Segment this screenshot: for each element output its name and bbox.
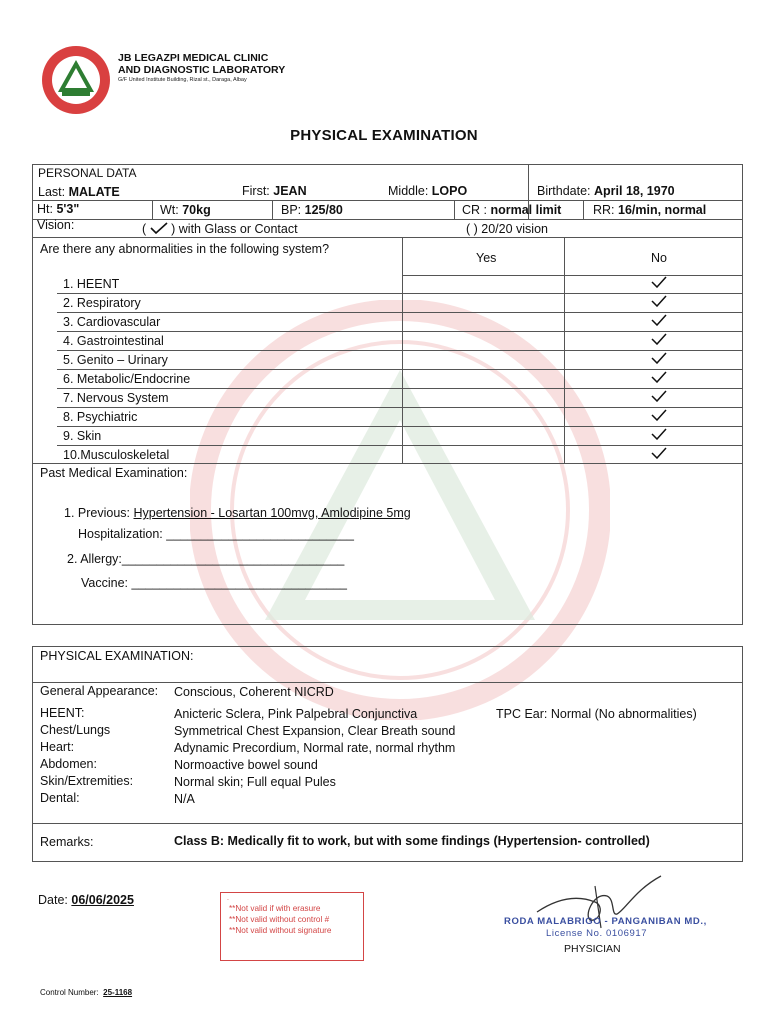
exam-row-value: Anicteric Sclera, Pink Palpebral Conjunctiva [174, 707, 418, 721]
exam-row-label: Skin/Extremities: [40, 774, 134, 788]
vaccine: Vaccine: _______________________________ [81, 576, 347, 590]
vision-option-2020: ( ) 20/20 vision [466, 222, 548, 236]
system-item: 8. Psychiatric [63, 410, 138, 424]
height: Ht: 5'3" [37, 202, 80, 216]
system-item: 10.Musculoskeletal [63, 448, 170, 462]
exam-row-label: HEENT: [40, 706, 85, 720]
physician-license: License No. 0106917 [546, 928, 648, 939]
vision-option-glasses: ( ) with Glass or Contact [142, 222, 298, 236]
capillary-refill: CR : normal limit [462, 203, 562, 217]
system-item: 6. Metabolic/Endocrine [63, 372, 191, 386]
checkmark-icon [651, 447, 667, 459]
checkmark-icon [150, 222, 168, 234]
physician-name: RODA MALABRIGO - PANGANIBAN MD., [504, 916, 707, 927]
system-item: 4. Gastrointestinal [63, 334, 164, 348]
blood-pressure: BP: 125/80 [281, 203, 343, 217]
checkmark-icon [651, 428, 667, 440]
checkmark-icon [651, 333, 667, 345]
exam-row-value: Normal skin; Full equal Pules [174, 775, 336, 789]
clinic-logo [40, 44, 112, 116]
general-appearance-label: General Appearance: [40, 684, 159, 698]
system-item: 3. Cardiovascular [63, 315, 161, 329]
system-item: 5. Genito – Urinary [63, 353, 168, 367]
exam-row-label: Chest/Lungs [40, 723, 111, 737]
clinic-name: JB LEGAZPI MEDICAL CLINIC AND DIAGNOSTIC LABORATORY [118, 52, 286, 76]
allergy: 2. Allergy:________________________________ [67, 552, 345, 566]
tpc-ear: TPC Ear: Normal (No abnormalities) [496, 707, 697, 721]
validity-stamp: . **Not valid if with erasure **Not valid without control # **Not valid without signature [220, 892, 364, 961]
checkmark-icon [651, 390, 667, 402]
last-name: Last: MALATE [38, 185, 120, 199]
checkmark-icon [651, 314, 667, 326]
physical-exam-label: PHYSICAL EXAMINATION: [40, 649, 194, 663]
personal-data-label: PERSONAL DATA [38, 166, 137, 180]
weight: Wt: 70kg [160, 203, 211, 217]
remarks-value: Class B: Medically fit to work, but with some findings (Hypertension- controlled) [174, 834, 650, 848]
exam-row-value: N/A [174, 792, 195, 806]
respiratory-rate: RR: 16/min, normal [593, 203, 707, 217]
no-header: No [651, 251, 667, 265]
checkmark-icon [651, 409, 667, 421]
system-item: 1. HEENT [63, 277, 120, 291]
exam-row-label: Heart: [40, 740, 75, 754]
exam-row-value: Symmetrical Chest Expansion, Clear Breath sound [174, 724, 456, 738]
vision-label: Vision: [37, 218, 75, 232]
previous-history: 1. Previous: Hypertension - Losartan 100mvg, Amlodipine 5mg [64, 506, 411, 520]
exam-row-value: Adynamic Precordium, Normal rate, normal rhythm [174, 741, 456, 755]
page-title: PHYSICAL EXAMINATION [290, 127, 478, 144]
system-item: 7. Nervous System [63, 391, 169, 405]
system-item: 9. Skin [63, 429, 102, 443]
general-appearance-value: Conscious, Coherent NICRD [174, 685, 334, 699]
checkmark-icon [651, 371, 667, 383]
checkmark-icon [651, 295, 667, 307]
remarks-label: Remarks: [40, 835, 94, 849]
clinic-address: G/F United Institute Building, Rizal st., Daraga, Albay [118, 77, 247, 83]
hospitalization: Hospitalization: ___________________________ [78, 527, 354, 541]
physician-title: PHYSICIAN [564, 943, 621, 955]
checkmark-icon [651, 276, 667, 288]
first-name: First: JEAN [242, 184, 307, 198]
yes-header: Yes [476, 251, 497, 265]
system-item: 2. Respiratory [63, 296, 141, 310]
exam-row-label: Abdomen: [40, 757, 97, 771]
middle-name: Middle: LOPO [388, 184, 468, 198]
past-medical-label: Past Medical Examination: [40, 466, 188, 480]
exam-row-label: Dental: [40, 791, 80, 805]
birthdate: Birthdate: April 18, 1970 [537, 184, 675, 198]
exam-row-value: Normoactive bowel sound [174, 758, 318, 772]
exam-date: Date: 06/06/2025 [38, 893, 134, 907]
abnormalities-question: Are there any abnormalities in the following system? [40, 242, 330, 256]
control-number: Control Number: 25-1168 [40, 988, 133, 997]
checkmark-icon [651, 352, 667, 364]
